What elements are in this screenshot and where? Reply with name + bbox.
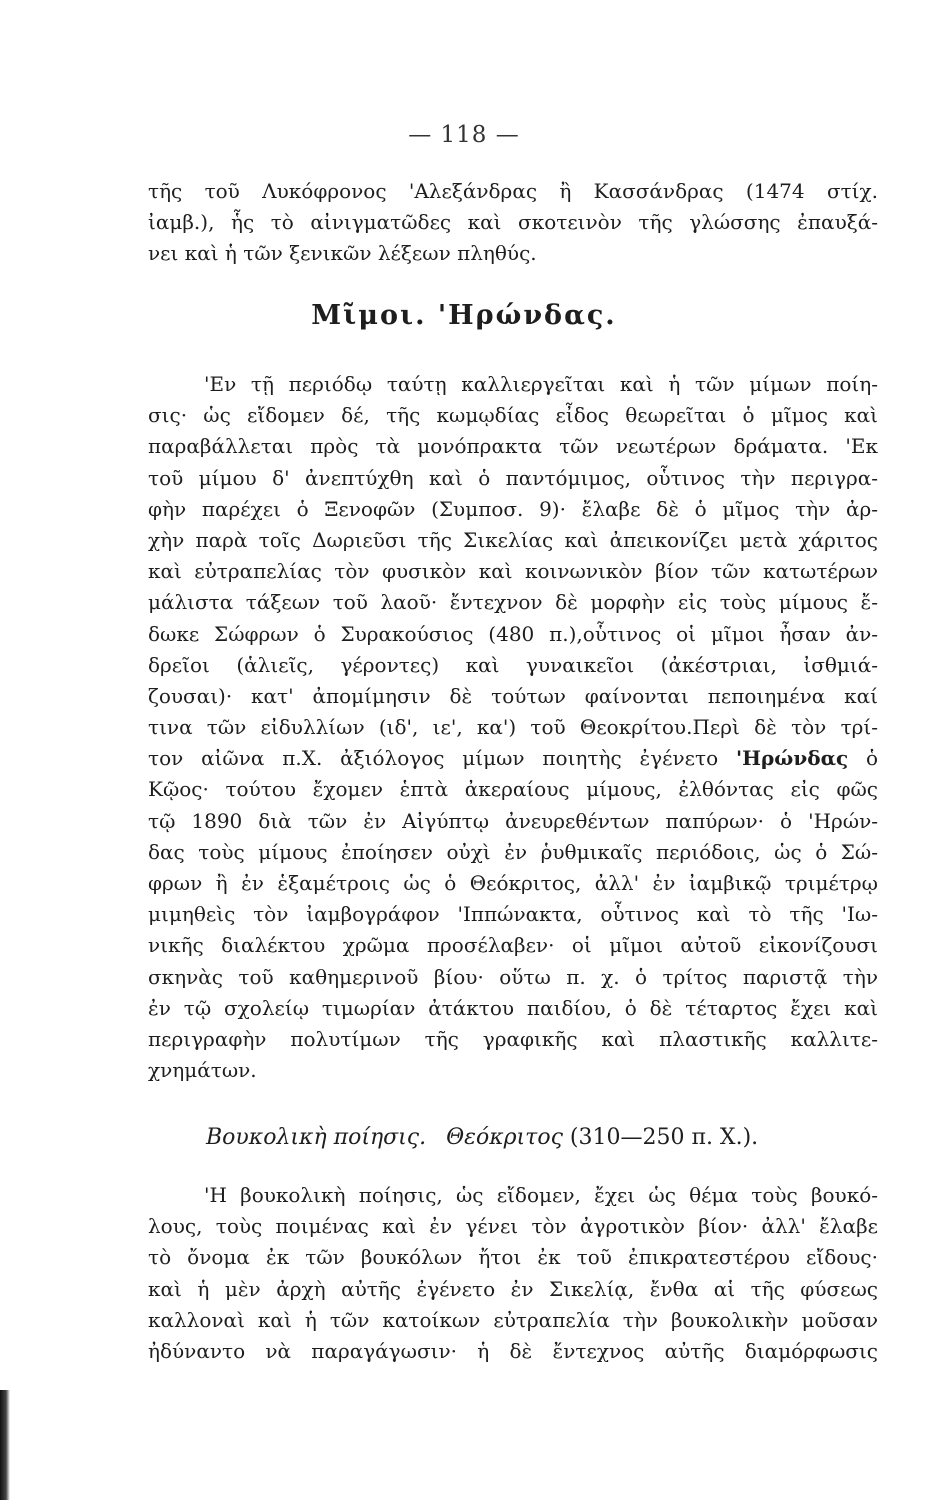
text-line: νικῆς διαλέκτου χρῶμα προσέλαβεν· οἱ μῖμοι αὐτοῦ εἰκονίζουσι [148, 933, 878, 958]
text-line: ἐν τῷ σχολείῳ τιμωρίαν ἀτάκτου παιδίου, ὁ δὲ τέταρτος ἔχει καὶ [148, 995, 878, 1020]
text-line: λους, τοὺς ποιμένας καὶ ἐν γένει τὸν ἀγροτικὸν βίον· ἀλλ' ἔλαβε [148, 1214, 878, 1239]
mimes-paragraph [148, 369, 878, 1086]
text-line: σις· ὡς εἴδομεν δέ, τῆς κωμῳδίας εἶδος θεωρεῖται ὁ μῖμος καὶ [148, 403, 878, 428]
text-line-with-name [148, 743, 878, 774]
text-line: τοῦ μίμου δ' ἀνεπτύχθη καὶ ὁ παντόμιμος, οὗτινος τὴν περιγρα- [148, 465, 878, 490]
text-line: καὶ ἡ μὲν ἀρχὴ αὐτῆς ἐγένετο ἐν Σικελίᾳ, ἔνθα αἱ τῆς φύσεως [148, 1276, 878, 1301]
text-line: μάλιστα τάξεων τοῦ λαοῦ· ἔντεχνον δὲ μορφὴν εἰς τοὺς μίμους ἔ- [148, 590, 878, 615]
text-line: χνημάτων. [148, 1058, 257, 1083]
subsection-heading [206, 1125, 846, 1150]
text-line: τὸ ὄνομα ἐκ τῶν βουκόλων ἤτοι ἐκ τοῦ ἐπικρατεστέρου εἴδους· [148, 1245, 878, 1270]
text-line: σκηνὰς τοῦ καθημερινοῦ βίου· οὕτω π. χ. ὁ τρίτος παριστᾷ τὴν [148, 964, 878, 989]
text-fragment: ὁ [865, 746, 878, 771]
text-fragment: τον αἰῶνα π.Χ. ἀξιόλογος μίμων ποιητὴς ἐγένετο [148, 746, 719, 771]
text-line: τινα τῶν εἰδυλλίων (ιδ', ιε', κα') τοῦ Θεοκρίτου.Περὶ δὲ τὸν τρί- [148, 715, 878, 740]
text-line: δας τοὺς μίμους ἐποίησεν οὐχὶ ἐν ῥυθμικαῖς περιόδοις, ὡς ὁ Σώ- [148, 839, 878, 864]
intro-paragraph [148, 176, 878, 270]
scan-edge-shadow [0, 1390, 10, 1500]
text-line: νει καὶ ἡ τῶν ξενικῶν λέξεων πληθύς. [148, 241, 537, 266]
text-line: ἰαμβ.), ἧς τὸ αἰνιγματῶδες καὶ σκοτεινὸν τῆς γλώσσης ἐπαυξά- [148, 210, 878, 235]
section-heading: Μῖμοι. 'Ηρώνδας. [311, 300, 617, 331]
subhead-title: Βουκολικὴ ποίησις. [206, 1125, 427, 1150]
text-line: δρεῖοι (ἁλιεῖς, γέροντες) καὶ γυναικεῖοι (ἀκέστριαι, ἰσθμιά- [148, 652, 878, 677]
text-line: ἠδύναντο νὰ παραγάγωσιν· ἡ δὲ ἔντεχνος αὐτῆς διαμόρφωσις [148, 1338, 878, 1363]
text-line: τῆς τοῦ Λυκόφρονος 'Αλεξάνδρας ἢ Κασσάνδρας (1474 στίχ. [148, 179, 878, 203]
text-line: δωκε Σώφρων ὁ Συρακούσιος (480 π.),οὗτινος οἱ μῖμοι ἦσαν ἀν- [148, 621, 878, 646]
text-line: τῷ 1890 διὰ τῶν ἐν Αἰγύπτῳ ἀνευρεθέντων παπύρων· ὁ 'Ηρών- [148, 808, 878, 833]
page-number: — 118 — [408, 122, 520, 148]
bucolic-paragraph [148, 1180, 878, 1367]
subhead-author: Θεόκριτος [446, 1125, 563, 1150]
text-line: φὴν παρέχει ὁ Ξενοφῶν (Συμποσ. 9)· ἔλαβε δὲ ὁ μῖμος τὴν ἀρ- [148, 496, 878, 521]
text-line: μιμηθεὶς τὸν ἰαμβογράφον 'Ιππώνακτα, οὗτινος καὶ τὸ τῆς 'Ιω- [148, 902, 878, 927]
text-line: φρων ἢ ἐν ἑξαμέτροις ὡς ὁ Θεόκριτος, ἀλλ' ἐν ἰαμβικῷ τριμέτρῳ [148, 871, 878, 895]
text-line: χὴν παρὰ τοῖς Δωριεῦσι τῆς Σικελίας καὶ ἀπεικονίζει μετὰ χάριτος [148, 527, 878, 552]
text-line: Κῷος· τούτου ἔχομεν ἑπτὰ ἀκεραίους μίμους, ἐλθόντας εἰς φῶς [148, 777, 878, 802]
text-line: περιγραφὴν πολυτίμων τῆς γραφικῆς καὶ πλαστικῆς καλλιτε- [148, 1026, 878, 1051]
text-line: ζουσαι)· κατ' ἀπομίμησιν δὲ τούτων φαίνονται πεποιημένα καί [148, 683, 878, 708]
text-line: καὶ εὐτραπελίας τὸν φυσικὸν καὶ κοινωνικὸν βίον τῶν κατωτέρων [148, 559, 878, 584]
text-line: καλλοναὶ καὶ ἡ τῶν κατοίκων εὐτραπελία τὴν βουκολικὴν μοῦσαν [148, 1307, 878, 1332]
text-line: 'Εν τῇ περιόδῳ ταύτῃ καλλιεργεῖται καὶ ἡ τῶν μίμων ποίη- [204, 372, 878, 396]
subhead-dates: (310—250 π. Χ.). [569, 1125, 759, 1150]
herondas-name: 'Ηρώνδας [735, 746, 849, 771]
text-line: 'Η βουκολικὴ ποίησις, ὡς εἴδομεν, ἔχει ὡς θέμα τοὺς βουκό- [204, 1183, 878, 1207]
text-line: παραβάλλεται πρὸς τὰ μονόπρακτα τῶν νεωτέρων δράματα. 'Εκ [148, 434, 878, 459]
